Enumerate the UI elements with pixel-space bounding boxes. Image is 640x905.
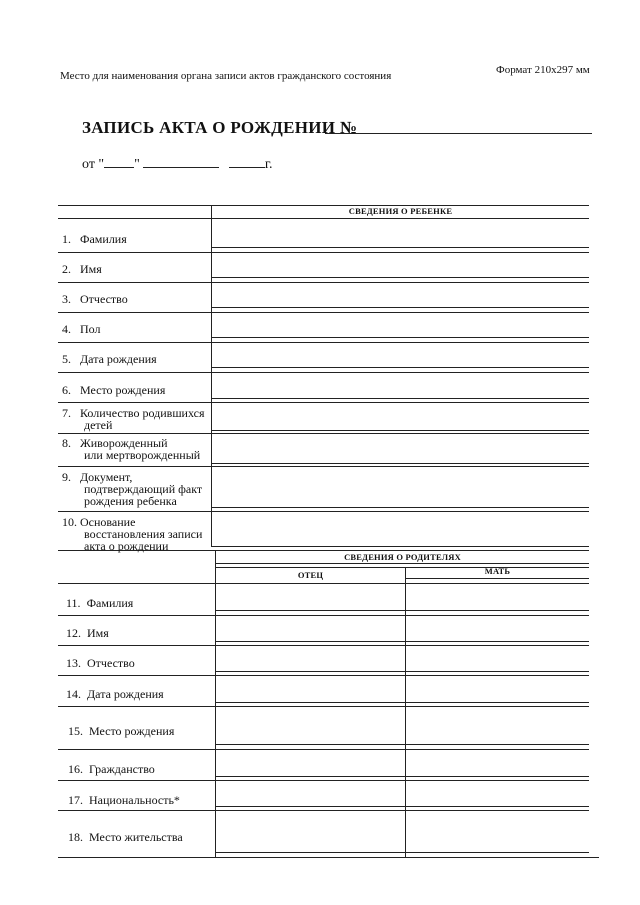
- child-row-restoration-basis: 10. Основание восстановления записи акта о рождении: [62, 515, 203, 553]
- format-label: Формат 210x297 мм: [496, 64, 590, 76]
- parent-row-surname: 11. Фамилия: [66, 596, 134, 610]
- page-title: ЗАПИСЬ АКТА О РОЖДЕНИИ №: [82, 118, 358, 137]
- child-row-document: 9. Документ, подтверждающий факт рождения ребенка: [62, 470, 203, 508]
- child-section-header: СВЕДЕНИЯ О РЕБЕНКЕ: [348, 206, 453, 216]
- child-row-birth-date: 5. Дата рождения: [62, 352, 157, 366]
- parent-row-nationality: 17. Национальность*: [68, 793, 180, 807]
- parent-row-birth-date: 14. Дата рождения: [66, 687, 164, 701]
- parent-row-citizenship: 16. Гражданство: [68, 762, 155, 776]
- record-number-field[interactable]: [325, 133, 592, 134]
- father-column-header: ОТЕЦ: [297, 570, 324, 580]
- child-row-liveborn: 8. Живорожденный или мертворожденный: [62, 436, 201, 462]
- child-row-sex: 4. Пол: [62, 322, 101, 336]
- parents-section-header: СВЕДЕНИЯ О РОДИТЕЛЯХ: [344, 552, 461, 562]
- child-row-name: 2. Имя: [62, 262, 102, 276]
- date-quote-close: ": [134, 157, 140, 172]
- child-row-surname: 1. Фамилия: [62, 232, 127, 246]
- year-suffix: г.: [264, 157, 273, 172]
- child-row-patronymic: 3. Отчество: [62, 292, 128, 306]
- parent-row-birth-place: 15. Место рождения: [68, 724, 175, 738]
- month-field[interactable]: [143, 155, 219, 168]
- parent-row-patronymic: 13. Отчество: [66, 656, 135, 670]
- date-prefix: от ": [82, 157, 105, 172]
- parent-row-residence: 18. Место жительства: [68, 830, 183, 844]
- child-row-children-count: 7. Количество родившихся детей: [62, 406, 205, 432]
- child-row-birth-place: 6. Место рождения: [62, 383, 166, 397]
- day-field[interactable]: [104, 155, 134, 168]
- title-row: [82, 118, 592, 138]
- parent-row-name: 12. Имя: [66, 626, 109, 640]
- date-row: [82, 155, 273, 173]
- organ-name-placeholder: Место для наименования органа записи актов гражданского состояния: [60, 70, 392, 82]
- year-field[interactable]: [229, 155, 265, 168]
- mother-column-header: МАТЬ: [484, 566, 511, 576]
